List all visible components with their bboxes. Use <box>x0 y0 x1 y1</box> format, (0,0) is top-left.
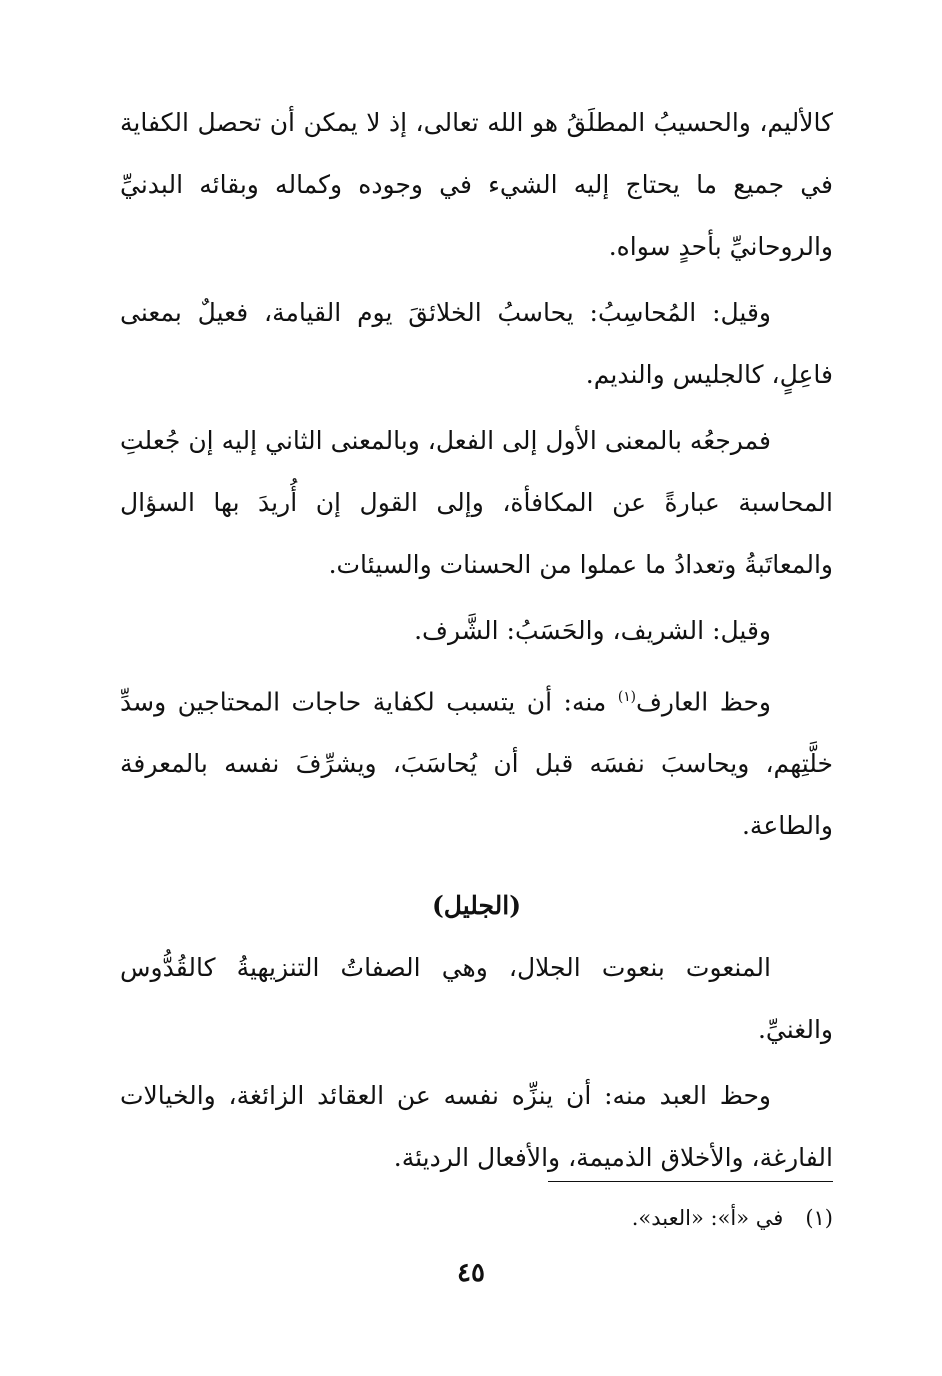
paragraph-6: المنعوت بنعوت الجلال، وهي الصفاتُ التنزيهيةُ كالقُدُّوس والغنيِّ. <box>120 953 833 1045</box>
section-heading: (الجليل) <box>431 891 522 921</box>
paragraph-2: وقيل: المُحاسِبُ: يحاسبُ الخلائقَ يوم القيامة، فعيلٌ بمعنى فاعِلٍ، كالجليس والنديم. <box>120 298 833 389</box>
paragraph-4: وقيل: الشريف، والحَسَبُ: الشَّرف. <box>414 616 771 645</box>
paragraph-7: وحظ العبد منه: أن ينزِّه نفسه عن العقائد الزائغة، والخيالات الفارغة، والأخلاق الذميمة، والأفعال الرديئة. <box>120 1081 833 1173</box>
paragraph-5 <box>120 666 833 857</box>
paragraph-5-text: منه: أن يتسبب لكفاية حاجات المحتاجين وسدِّ خلَّتِهم، ويحاسبَ نفسَه قبل أن يُحاسَبَ، ويشرِّفَ نفسه بالمعرفة والطاعة. <box>120 687 833 841</box>
footnote-text: في «أ»: «العبد». <box>631 1206 784 1230</box>
paragraph-1: كالأليم، والحسيبُ المطلَقُ هو الله تعالى، إذ لا يمكن أن تحصل الكفاية في جميع ما يحتاج إليه الشيء في وجوده وكماله وبقائه البدنيِّ والروحانيِّ بأحدٍ سواه. <box>120 108 833 261</box>
footnote-divider <box>548 1181 833 1182</box>
footnote-marker[interactable]: (١) <box>617 689 636 705</box>
page-number: ٤٥ <box>457 1258 485 1288</box>
footnote-number: (١) <box>805 1206 833 1230</box>
paragraph-3: فمرجعُه بالمعنى الأول إلى الفعل، وبالمعنى الثاني إليه إن جُعلتِ المحاسبة عبارةً عن المكافأة، وإلى القول إن أُريدَ بها السؤال والمعاتَبةُ وتعدادُ ما عملوا من الحسنات والسيئات. <box>120 426 833 579</box>
main-text <box>120 92 833 1193</box>
paragraph-5-prefix: وحظ العارف <box>636 687 772 717</box>
footnote <box>380 1198 833 1238</box>
